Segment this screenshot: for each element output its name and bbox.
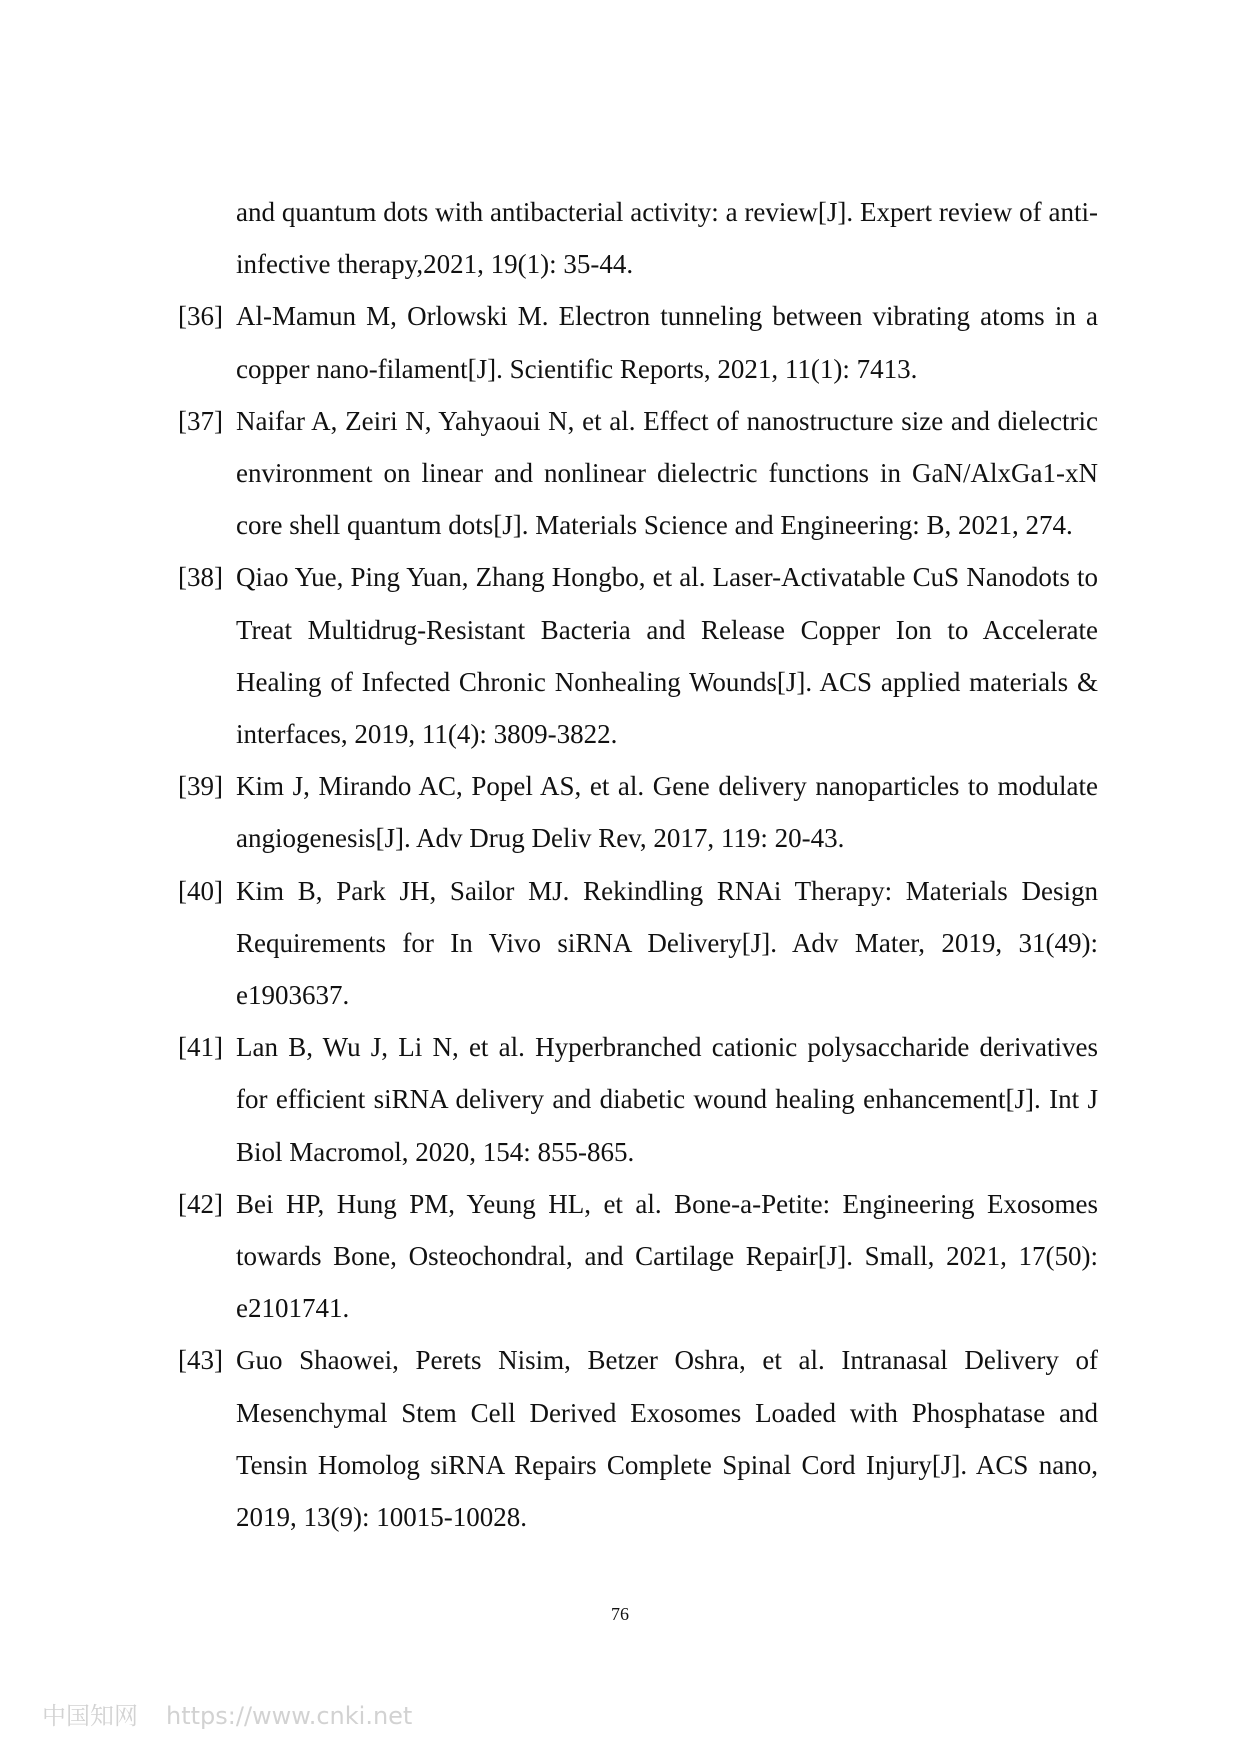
- reference-text: and quantum dots with antibacterial activity: a review[J]. Expert review of anti-infective therapy,2021, 19(1): 35-44.: [236, 197, 1098, 280]
- reference-list: [178, 186, 1098, 1543]
- reference-text: Naifar A, Zeiri N, Yahyaoui N, et al. Effect of nanostructure size and dielectric environment on linear and nonlinear dielectric functions in GaN/AlxGa1-xN core shell quantum dots[J]. Materials Science and Engineering: B, 2021, 274.: [236, 405, 1098, 541]
- reference-item: [178, 1178, 1098, 1335]
- reference-text: Qiao Yue, Ping Yuan, Zhang Hongbo, et al. Laser-Activatable CuS Nanodots to Treat Multidrug-Resistant Bacteria and Release Copper Ion to Accelerate Healing of Infected Chronic Nonhealing Wounds[J]. ACS applied materials & interfaces, 2019, 11(4): 3809-3822.: [236, 562, 1098, 750]
- reference-item: [178, 551, 1098, 760]
- reference-text: Kim B, Park JH, Sailor MJ. Rekindling RNAi Therapy: Materials Design Requirements for In Vivo siRNA Delivery[J]. Adv Mater, 2019, 31(49): e1903637.: [236, 875, 1098, 1011]
- reference-number: [36]: [178, 301, 223, 332]
- reference-number: [37]: [178, 405, 223, 436]
- watermark-logo-text: 中国知网: [42, 1702, 138, 1730]
- reference-text: Kim J, Mirando AC, Popel AS, et al. Gene delivery nanoparticles to modulate angiogenesis[J]. Adv Drug Deliv Rev, 2017, 119: 20-43.: [236, 771, 1098, 854]
- reference-number: [38]: [178, 562, 223, 593]
- reference-text: Bei HP, Hung PM, Yeung HL, et al. Bone-a-Petite: Engineering Exosomes towards Bone, Osteochondral, and Cartilage Repair[J]. Small, 2021, 17(50): e2101741.: [236, 1188, 1098, 1324]
- reference-item: [178, 186, 1098, 290]
- page-number: 76: [611, 1604, 629, 1624]
- reference-item: [178, 760, 1098, 864]
- watermark-url: https://www.cnki.net: [166, 1702, 413, 1730]
- reference-number: [41]: [178, 1032, 223, 1063]
- reference-item: [178, 290, 1098, 394]
- reference-number: [40]: [178, 875, 223, 906]
- reference-item: [178, 1334, 1098, 1543]
- reference-number: [42]: [178, 1188, 223, 1219]
- reference-number: [43]: [178, 1345, 223, 1376]
- reference-text: Lan B, Wu J, Li N, et al. Hyperbranched cationic polysaccharide derivatives for efficient siRNA delivery and diabetic wound healing enhancement[J]. Int J Biol Macromol, 2020, 154: 855-865.: [236, 1032, 1098, 1167]
- reference-item: [178, 1021, 1098, 1178]
- reference-item: [178, 865, 1098, 1022]
- reference-text: Al-Mamun M, Orlowski M. Electron tunneling between vibrating atoms in a copper nano-filament[J]. Scientific Reports, 2021, 11(1): 7413.: [236, 301, 1098, 384]
- cnki-watermark: [42, 1696, 412, 1731]
- reference-number: [39]: [178, 771, 223, 802]
- reference-item: [178, 395, 1098, 552]
- reference-text: Guo Shaowei, Perets Nisim, Betzer Oshra, et al. Intranasal Delivery of Mesenchymal Stem Cell Derived Exosomes Loaded with Phosphatase and Tensin Homolog siRNA Repairs Complete Spinal Cord Injury[J]. ACS nano, 2019, 13(9): 10015-10028.: [236, 1345, 1098, 1533]
